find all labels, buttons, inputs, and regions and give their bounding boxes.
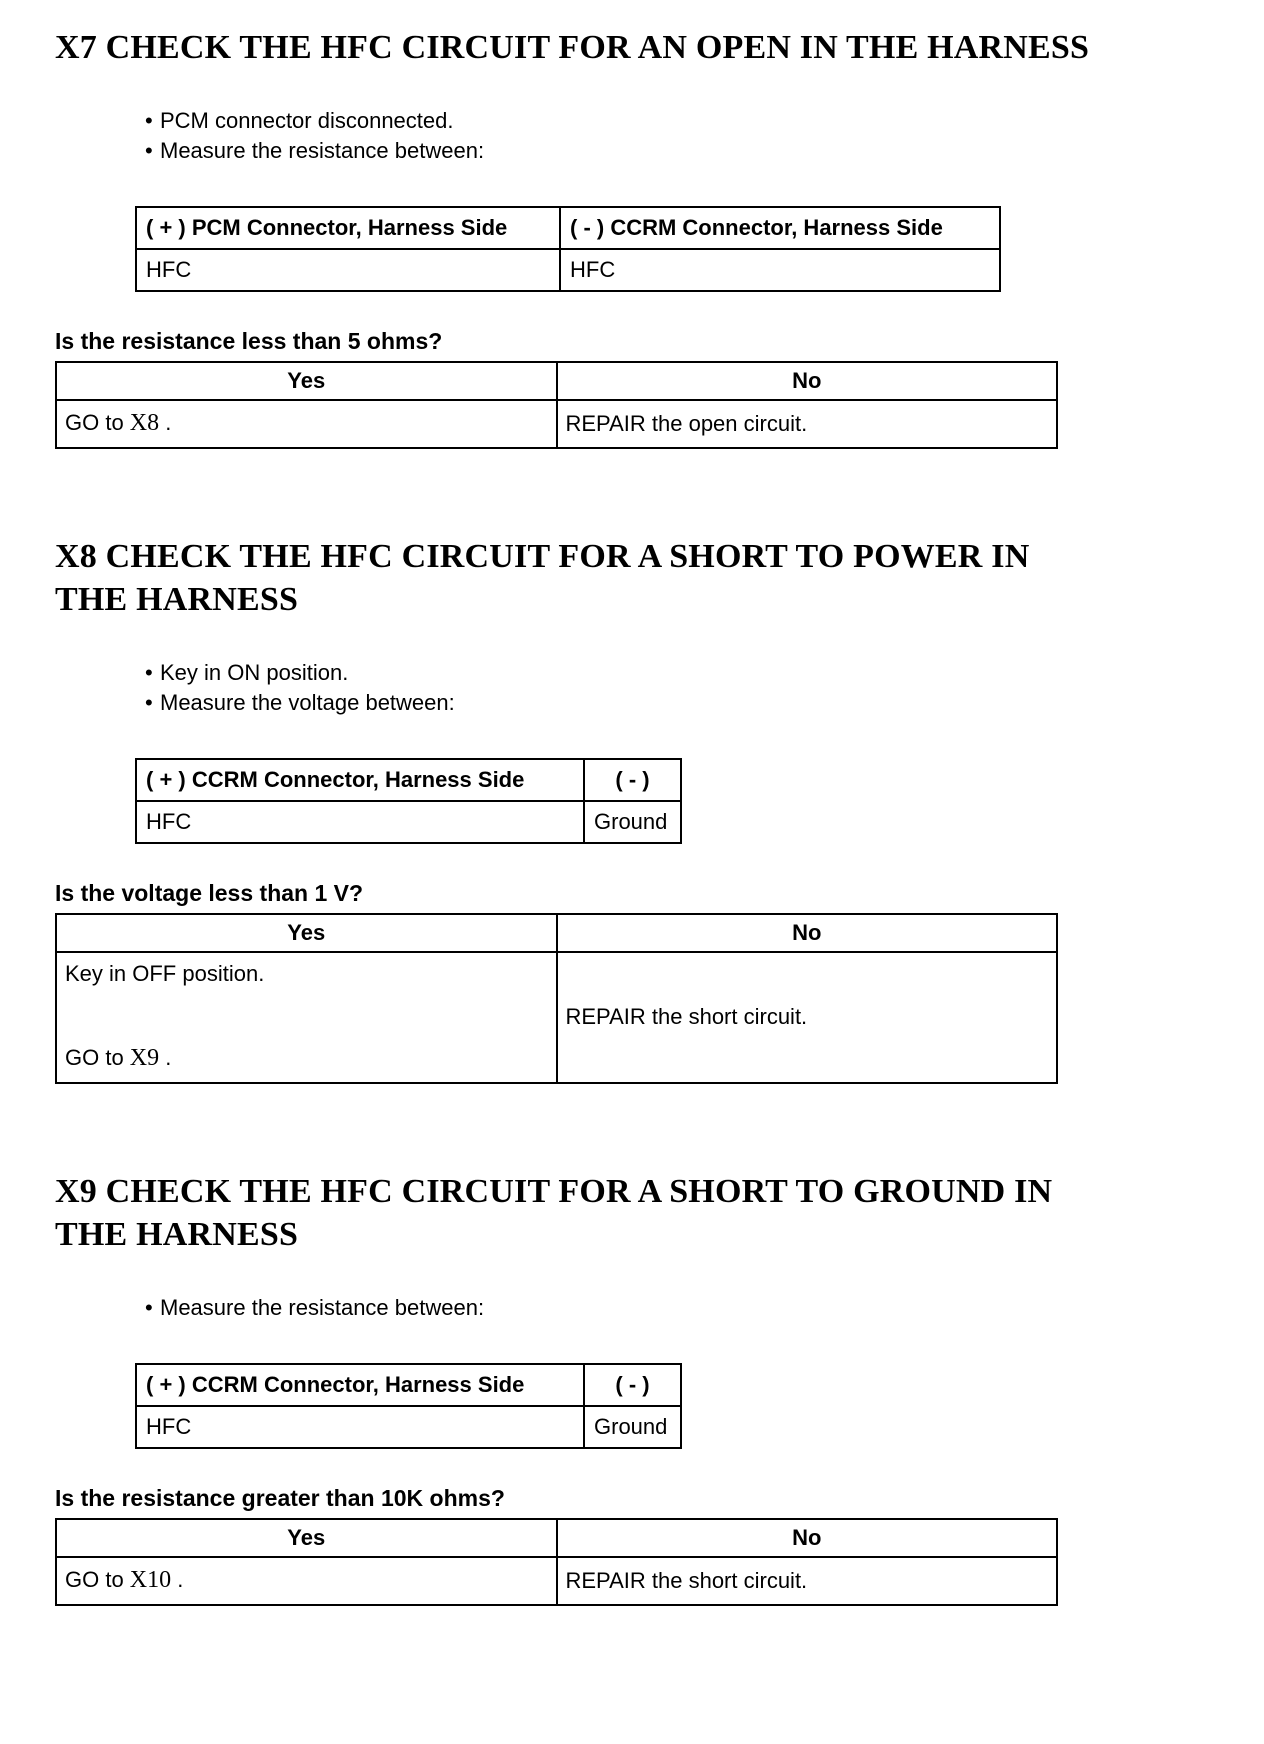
heading-line: X8 CHECK THE HFC CIRCUIT FOR A SHORT TO POWER IN <box>55 537 1030 575</box>
measure-col2-header: ( - ) <box>584 759 681 801</box>
decision-question: Is the resistance greater than 10K ohms? <box>55 1484 505 1511</box>
goto-x10-link[interactable]: X10 <box>129 1567 172 1594</box>
table-row <box>56 952 1057 1083</box>
table-header-row <box>136 207 1000 249</box>
section-x9-bullet-list <box>145 1293 1224 1323</box>
measure-col2-value: Ground <box>584 1406 681 1448</box>
measure-col1-header: ( + ) PCM Connector, Harness Side <box>136 207 560 249</box>
measurement-table-x9 <box>135 1363 682 1449</box>
heading-line: X7 CHECK THE HFC CIRCUIT FOR AN OPEN IN THE HARNESS <box>55 29 1090 66</box>
goto-line <box>65 1045 548 1072</box>
section-x8-bullet-list <box>145 658 1224 718</box>
no-column-header: No <box>557 914 1058 952</box>
decision-question: Is the voltage less than 1 V? <box>55 879 364 906</box>
yes-action-cell <box>56 1557 557 1605</box>
goto-x9-link[interactable]: X9 <box>129 1044 160 1071</box>
goto-text: GO to <box>65 410 130 436</box>
result-table-x8 <box>55 913 1058 1084</box>
section-x9 <box>55 1170 1224 1606</box>
section-x8-heading <box>55 535 1205 622</box>
bullet-item: • Measure the resistance between: <box>145 1293 1224 1323</box>
result-table-x9 <box>55 1518 1058 1606</box>
table-header-row <box>136 759 681 801</box>
bullet-item: • PCM connector disconnected. <box>145 106 1224 136</box>
section-x9-heading <box>55 1170 1205 1257</box>
no-action-cell: REPAIR the short circuit. <box>557 952 1058 1083</box>
bullet-item: • Measure the voltage between: <box>145 688 1224 718</box>
section-x8 <box>55 535 1224 1084</box>
no-action-cell: REPAIR the open circuit. <box>557 400 1058 448</box>
measure-col2-header: ( - ) <box>584 1364 681 1406</box>
no-column-header: No <box>557 1519 1058 1557</box>
yes-column-header: Yes <box>56 914 557 952</box>
no-column-header: No <box>557 362 1058 400</box>
bullet-item: • Measure the resistance between: <box>145 136 1224 166</box>
table-header-row <box>56 1519 1057 1557</box>
measure-col2-value: HFC <box>560 249 1000 291</box>
yes-action-cell <box>56 400 557 448</box>
measure-col1-value: HFC <box>136 801 584 843</box>
measure-col1-header: ( + ) CCRM Connector, Harness Side <box>136 1364 584 1406</box>
table-row <box>56 1557 1057 1605</box>
table-row <box>56 400 1057 448</box>
section-x7-bullet-list <box>145 106 1224 166</box>
measure-col2-header: ( - ) CCRM Connector, Harness Side <box>560 207 1000 249</box>
yes-column-header: Yes <box>56 362 557 400</box>
bullet-item: • Key in ON position. <box>145 658 1224 688</box>
goto-text: . <box>159 1044 172 1070</box>
goto-text: GO to <box>65 1044 130 1070</box>
table-row <box>136 249 1000 291</box>
table-header-row <box>56 362 1057 400</box>
goto-x8-link[interactable]: X8 <box>129 410 160 437</box>
no-action-cell: REPAIR the short circuit. <box>557 1557 1058 1605</box>
table-header-row <box>56 914 1057 952</box>
measure-col1-header: ( + ) CCRM Connector, Harness Side <box>136 759 584 801</box>
heading-line: THE HARNESS <box>55 1216 299 1254</box>
section-x7 <box>55 26 1224 449</box>
goto-text: . <box>171 1567 184 1593</box>
decision-question: Is the resistance less than 5 ohms? <box>55 327 443 354</box>
yes-column-header: Yes <box>56 1519 557 1557</box>
measure-col1-value: HFC <box>136 1406 584 1448</box>
goto-line <box>65 410 548 437</box>
goto-text: GO to <box>65 1567 130 1593</box>
heading-line: X9 CHECK THE HFC CIRCUIT FOR A SHORT TO GROUND IN <box>55 1172 1053 1210</box>
measurement-table-x8 <box>135 758 682 844</box>
result-table-x7 <box>55 361 1058 449</box>
goto-line <box>65 1567 548 1594</box>
yes-action-cell <box>56 952 557 1083</box>
measure-col1-value: HFC <box>136 249 560 291</box>
table-row <box>136 1406 681 1448</box>
measurement-table-x7 <box>135 206 1001 292</box>
heading-line: THE HARNESS <box>55 581 299 619</box>
table-header-row <box>136 1364 681 1406</box>
table-row <box>136 801 681 843</box>
goto-text: . <box>159 410 172 436</box>
measure-col2-value: Ground <box>584 801 681 843</box>
section-x7-heading <box>55 26 1205 70</box>
yes-note: Key in OFF position. <box>65 960 265 986</box>
